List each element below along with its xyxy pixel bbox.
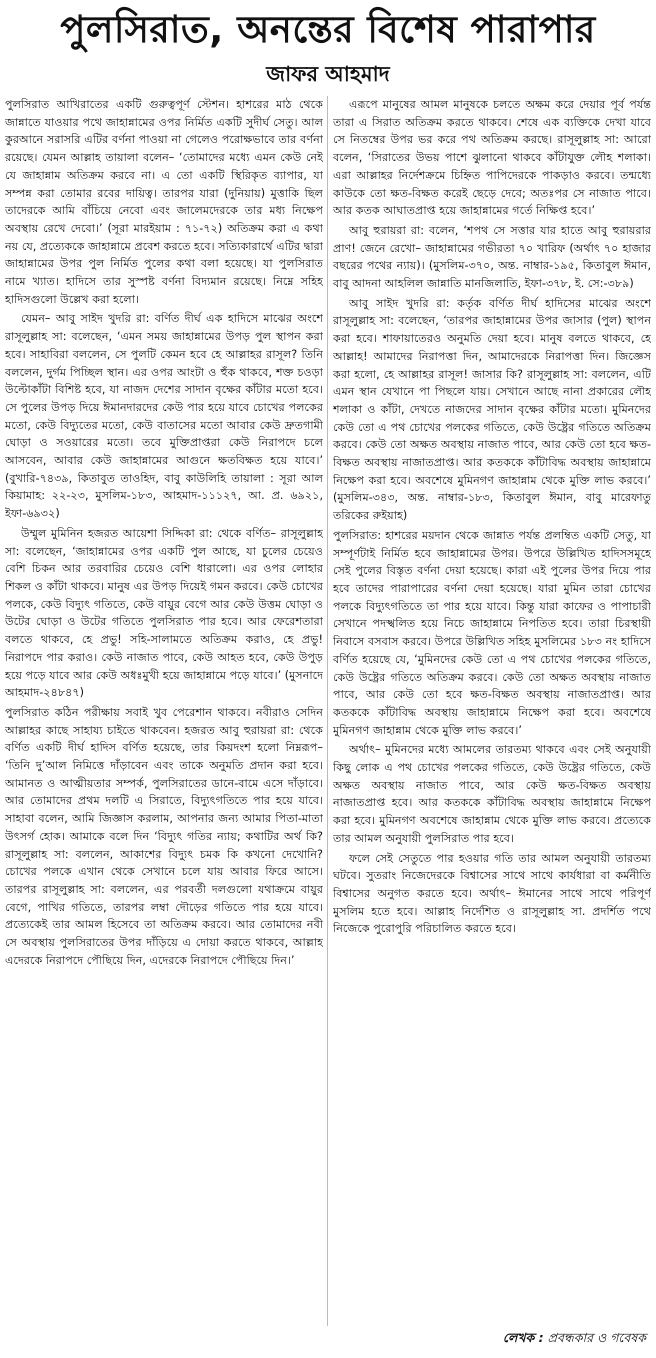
paragraph: আবু সাইদ খুদরি রা: কর্তৃক বর্ণিত দীর্ঘ হাদিসের মাঝের অংশে রাসূলুল্লাহ সা: বলেছেন, ‘তারপর জাহান্নামের উপর জাসার (পুল) স্থাপন করা হবে। শাফায়াতেরও অনুমতি দেয়া হবে। মানুষ বলতে থাকবে, হে আল্লাহ! আমাদের নিরাপত্তা দিন, আমাদেরকে নিরাপত্তা দিন। জিজ্ঞেস করা হলো, হে আল্লাহর রাসূল! জাসার কি? রাসূলুল্লাহ সা: বললেন, এটি এমন স্থান যেখানে পা পিছলে যায়। সেখানে আছে নানা প্রকারের লৌহ শলাকা ও কাঁটা, দেখতে নাজদের সাদান বৃক্ষের কাঁটার মতো। মুমিনদের কেউ তো এ পথ চোখের পলকের গতিতে, কেউ উষ্ট্রের গতিতে অতিক্রম করবে। কেউ তো অক্ষত অবস্থায় নাজাত পাবে, আর কেউ তো হবে ক্ষত-বিক্ষত অবস্থায় নাজাতপ্রাপ্ত। আর কতককে কাঁটাবিদ্ধ অবস্থায় জাহান্নামে নিক্ষেপ করা হবে। অবশেষে মুমিনগণ জাহান্নাম থেকে মুক্তি লাভ করবে।’ (মুসলিম-৩৪৩, অন্ত. নাম্বার-১৮৩, কিতাবুল ঈমান, বাবু মারেফাতু তরিকের রুইয়াহ) [333, 296, 651, 523]
paragraph: উম্মুল মুমিনিন হজরত আয়েশা সিদ্দিকা রা: থেকে বর্ণিত– রাসূলুল্লাহ সা: বলেছেন, ‘জাহান্নামের ওপর একটি পুল আছে, যা চুলের চেয়েও বেশি চিকন আর তরবারির চেয়েও বেশি ধারালো। এর ওপর লোহার শিকল ও কাঁটা থাকবে। মানুষ এর উপড় দিয়েই গমন করবে। কেউ চোখের পলকে, কেউ বিদ্যুৎ গতিতে, কেউ বায়ুর বেগে আর কেউ উত্তম ঘোড়া ও উটের ঘোড়া ও উটের গতিতে পুলসিরাত পার হবে। আর ফেরেশতারা বলতে থাকবে, হে প্রভু! সহি-সালামতে অতিক্রম করাও, হে প্রভু! নিরাপদে পার করাও। কেউ নাজাত পাবে, কেউ আহত হবে, কেউ উপুড় হয়ে পড়ে যাবে আর কেউ অধঃমুখী হয়ে জাহান্নামে পড়ে যাবে।’ (মুসনাদে আহমাদ-২৪৮৪৭) [5, 526, 323, 700]
article-byline: জাফর আহমাদ [266, 62, 390, 86]
paragraph: অর্থাৎ– মুমিনদের মধ্যে আমলের তারতম্য থাকবে এবং সেই অনুযায়ী কিছু লোক এ পথ চোখের পলকের গতিতে, কেউ উষ্ট্রের গতিতে, কেউ অক্ষত অবস্থায় নাজাত পাবে, আর কেউ ক্ষত-বিক্ষত অবস্থায় নাজাতপ্রাপ্ত হবে। আর কতককে কাঁটাবিদ্ধ অবস্থায় জাহান্নামে নিক্ষেপ করা হবে। মুমিনগণ অবশেষে জাহান্নাম থেকে মুক্তি লাভ করবে। প্রত্যেকে তার আমল অনুযায়ী পুলসিরাত পার হবে। [333, 743, 651, 845]
author-note [503, 1327, 646, 1349]
paragraph: ফলে সেই সেতুতে পার হওয়ার গতি তার আমল অনুযায়ী তারতম্য ঘটবে। সুতরাং নিজেদেরকে বিশ্বাসের সাথে সাথে কার্যধারা বা কর্মনীতি বিশ্বাসের অনুগত করতে হবে। অর্থাৎ– ঈমানের সাথে সাথে পরিপূর্ণ মুসলিম হতে হবে। আল্লাহ নির্দেশিত ও রাসূলুল্লাহ সা. প্রদর্শিত পথে নিজেকে পুরোপুরি পরিচালিত করতে হবে। [333, 851, 651, 936]
paragraph: পুলসিরাত: হাশরের ময়দান থেকে জান্নাত পর্যন্ত প্রলম্বিত একটি সেতু, যা সম্পূর্ণটাই নির্মিত হবে জাহান্নামের উপর। উপরে উল্লিখিত হাদিসসমূহে সেই পুলের বিস্তৃত বর্ণনা দেয়া হয়েছে। কারা এই পুলের উপর দিয়ে পার হবে তাদের পারাপারের বর্ণনা দেয়া হয়েছে। যারা মুমিন তারা চোখের পলকে বিদ্যুৎগতিতে তা পার হয়ে যাবে। কিন্তু যারা কাফের ও পাপাচারী সেখানে পদস্খলিত হয়ে নিচে জাহান্নামে নিপতিত হবে। তারা চিরস্থায়ী নিবাসে বসবাস করবে। উপরে উল্লিখিত সহিহ মুসলিমের ১৮৩ নং হাদিসে বর্ণিত হয়েছে যে, ‘মুমিনদের কেউ তো এ পথ চোখের পলকের গতিতে, কেউ উষ্ট্রের গতিতে অতিক্রম করবে। কেউ তো অক্ষত অবস্থায় নাজাত পাবে, আর কেউ তো হবে ক্ষত-বিক্ষত অবস্থায় নাজাতপ্রাপ্ত। আর কতককে কাঁটাবিদ্ধ অবস্থায় জাহান্নামে নিক্ষেপ করা হবে। অবশেষে মুমিনগণ জাহান্নাম থেকে মুক্তি লাভ করবে।’ [333, 528, 651, 737]
left-column [5, 96, 323, 1326]
column-divider [327, 96, 328, 1326]
paragraph: পুলসিরাত আখিরাতের একটি গুরুত্বপূর্ণ স্টেশন। হাশরের মাঠ থেকে জান্নাতে যাওয়ার পথে জাহান্নামের ওপর নির্মিত একটি সুদীর্ঘ সেতু। আল কুরআনে সরাসরি এটির বর্ণনা পাওয়া না গেলেও পরোক্ষভাবে তার বর্ণনা রয়েছে। যেমন আল্লাহ তায়ালা বলেন– ‘তোমাদের মধ্যে এমন কেউ নেই যে জাহান্নাম অতিক্রম করবে না। এ তো একটি স্থিরিকৃত ব্যাপার, যা সম্পন্ন করা তোমার রবের দায়িত্ব। তারপর যারা (দুনিয়ায়) মুত্তাকি ছিল তাদেরকে আমি বাঁচিয়ে নেবো এবং জালেমদেরকে তার মধ্য নিক্ষেপ অবস্থায় রেখে দেবো।’ (সূরা মারইয়াম : ৭১-৭২) অতিক্রম করা এ কথা নয় যে, প্রত্যেককে জাহান্নামে প্রবেশ করতে হবে। সত্যিকারার্থে এটির দ্বারা জাহান্নামের উপর পুল নির্মিত পুলের কথা বলা হয়েছে। যা পুলসিরাত নামে খ্যাত। হাদিসে তার সুস্পষ্ট বর্ণনা বিদ্যমান রয়েছে। নিম্নে সহিহ হাদিসগুলো উল্লেখ করা হলো। [5, 98, 323, 306]
author-description: প্রবন্ধকার ও গবেষক [547, 1330, 646, 1345]
article-headline: পুলসিরাত, অনন্তের বিশেষ পারাপার [60, 8, 596, 51]
paragraph: এরূপে মানুষের আমল মানুষকে চলতে অক্ষম করে দেয়ার পূর্ব পর্যন্ত তারা এ সিরাত অতিক্রম করতে থাকবে। শেষে এক ব্যক্তিকে দেখা যাবে সে নিতম্বের উপর ভর করে পথ অতিক্রম করছে। রাসূলুল্লাহ সা: আরো বলেন, ‘সিরাতের উভয় পাশে ঝুলানো থাকবে কাঁটাযুক্ত লৌহ শলাকা। এরা আল্লাহর নির্দেশক্রমে চিহ্নিত পাপিদেরকে পাকড়াও করবে। তন্মধ্যে কাউকে তো ক্ষত-বিক্ষত করেই ছেড়ে দেবে; অতঃপর সে নাজাত পাবে। আর কতক আঘাতপ্রাপ্ত হয়ে জাহান্নামের গর্তে নিক্ষিপ্ত হবে।’ [333, 98, 651, 218]
paragraph: আবু হুরায়রা রা: বলেন, ‘শপথ সে সত্তার যার হাতে আবু হুরায়রার প্রাণ! জেনে রেখো– জাহান্নামের গভীরতা ৭০ খারিফ (অর্থাৎ ৭০ হাজার বছরের পথের ন্যায়)। (মুসলিম-৩৭০, অন্ত. নাম্বার-১৯৫, কিতাবুল ঈমান, বাবু আদনা আহলিল জান্নাতি মানজিলাতি, ইফা-৩৭৮, ই. সে:-৩৮৯) [333, 223, 651, 291]
paragraph: যেমন– আবু সাইদ খুদরি রা: বর্ণিত দীর্ঘ এক হাদিসে মাঝের অংশে রাসূলুল্লাহ সা: বলেছেন, ‘এমন সময় জাহান্নামের উপড় পুল স্থাপন করা হবে। সাহাবিরা বললেন, সে পুলটি কেমন হবে হে আল্লাহর রাসূল? তিনি বললেন, দুর্গম পিচ্ছিল স্থান। এর ওপর আংটা ও হুঁক থাকবে, শক্ত চওড়া উল্টোকাঁটা বিশিষ্ট হবে, যা নাজদ দেশের সাদান বৃক্ষের কাঁটার মতো হবে। সে পুলের উপড় দিয়ে ঈমানদারদের কেউ পার হয়ে যাবে চোখের পলকের মতো, কেউ বিদ্যুতের মতো, কেউ বাতাসের মতো আবার কেউ দ্রুতগামী ঘোড়া ও সওয়ারের মতো। তবে মুক্তিপ্রাপ্তরা কেউ নিরাপদে চলে আসবেন, আবার কেউ জাহান্নামের আগুনে ক্ষতবিক্ষত হয়ে যাবে।’ (বুখারি-৭৪৩৯, কিতাবুত তাওহিদ, বাবু কাউলিহি তায়ালা : সূরা আল কিয়ামাহ: ২২-২৩, মুসলিম-১৮৩, আহমাদ-১১১২৭, আ. প্র. ৬৯২১, ইফা-৬৯৩২) [5, 312, 323, 521]
paragraph: পুলসিরাত কঠিন পরীক্ষায় সবাই খুব পেরেশান থাকবে। নবীরাও সেদিন আল্লাহর কাছে সাহায্য চাইতে থাকবেন। হজরত আবু হুরায়রা রা: থেকে বর্ণিত একটি দীর্ঘ হাদিস বর্ণিত হয়েছে, তার কিয়দংশ হলো নিম্নরূপ– ‘তিনি দু’আল নিমিত্তে দাঁড়াবেন এবং তাকে অনুমতি প্রদান করা হবে। আমানত ও আত্মীয়তার সম্পর্ক, পুলসিরাতের ডানে-বামে এসে দাঁড়াবে। আর তোমাদের প্রথম দলটি এ সিরাতে, বিদ্যুৎগতিতে পার হয়ে যাবে। সাহাবা বলেন, আমি জিজ্ঞাস করলাম, আপনার জন্য আমার পিতা-মাতা উৎসর্গ হোক। আমাকে বলে দিন ‘বিদ্যুৎ গতির ন্যায়; কথাটির অর্থ কি? রাসূলুল্লাহ সা: বললেন, আকাশের বিদ্যুৎ চমক কি কখনো দেখোনি? চোখের পলকে এখান থেকে সেখানে চলে যায় আবার ফিরে আসে। তারপর রাসূলুল্লাহ সা: বললেন, এর পরবর্তী দলগুলো যথাক্রমে বায়ুর বেগে, পাখির গতিতে, তারপর লম্বা দৌড়ের গতিতে পার হয়ে যাবে। প্রত্যেকেই তার আমল হিসেবে তা অতিক্রম করবে। আর তোমাদের নবী সে অবস্থায় পুলসিরাতের উপর দাঁড়িয়ে এ দোয়া করতে থাকবে, আল্লাহ এদেরকে নিরাপদে পৌছিয়ে দিন, এদেরকে নিরাপদে পৌছিয়ে দিন।’ [5, 705, 323, 967]
right-column [333, 96, 651, 1326]
author-label: লেখক : [502, 1330, 544, 1345]
